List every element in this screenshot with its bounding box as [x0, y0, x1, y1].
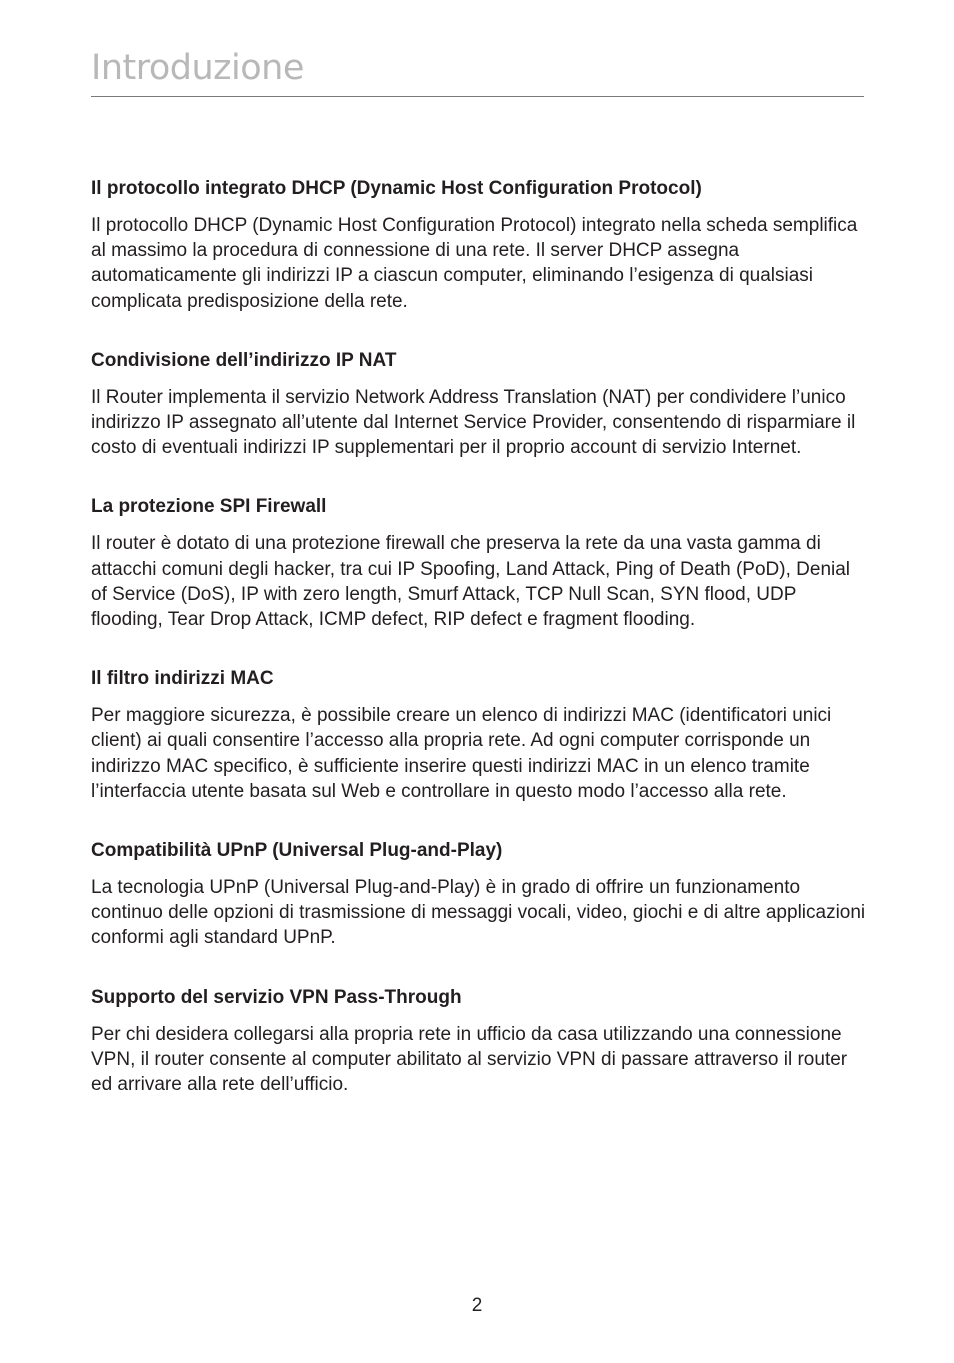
section-heading: La protezione SPI Firewall	[91, 496, 327, 518]
page-number: 2	[471, 1295, 483, 1316]
section-upnp	[91, 838, 866, 951]
section-heading: Compatibilità UPnP (Universal Plug-and-Play)	[91, 840, 503, 862]
section-heading: Supporto del servizio VPN Pass-Through	[91, 986, 462, 1008]
section-nat	[91, 348, 866, 461]
section-body: Per chi desidera collegarsi alla propria rete in ufficio da casa utilizzando una connessione VPN, il router consente al computer abilitato al servizio VPN di passare attraverso il router ed arrivare alla rete dell’ufficio.	[91, 1023, 848, 1096]
section-body: Il Router implementa il servizio Network Address Translation (NAT) per condividere l’unico indirizzo IP assegnato all’utente dal Internet Service Provider, consentendo di risparmiare il costo di eventuali indirizzi IP supplementari per il proprio account di servizio Internet.	[91, 386, 856, 459]
section-mac-filter	[91, 666, 866, 804]
section-body: Il router è dotato di una protezione firewall che preserva la rete da una vasta gamma di attacchi comuni degli hacker, tra cui IP Spoofing, Land Attack, Ping of Death (PoD), Denial of Service (DoS), IP with zero length, Smurf Attack, TCP Null Scan, SYN flood, UDP flooding, Tear Drop Attack, ICMP defect, RIP defect e fragment flooding.	[91, 533, 851, 631]
section-firewall	[91, 494, 866, 632]
page-title: Introduzione	[91, 48, 304, 88]
section-heading: Condivisione dell’indirizzo IP NAT	[91, 349, 397, 371]
section-heading: Il filtro indirizzi MAC	[91, 668, 274, 690]
section-dhcp	[91, 176, 866, 314]
title-divider	[91, 96, 864, 97]
section-body: Per maggiore sicurezza, è possibile creare un elenco di indirizzi MAC (identificatori unici client) ai quali consentire l’accesso alla propria rete. Ad ogni computer corrisponde un indirizzo MAC specifico, è sufficiente inserire questi indirizzi MAC in un elenco tramite l’interfaccia utente basata sul Web e controllare in questo modo l’accesso alla rete.	[91, 705, 832, 802]
section-body: La tecnologia UPnP (Universal Plug-and-Play) è in grado di offrire un funzionamento continuo delle opzioni di trasmissione di messaggi vocali, video, giochi e di altre applicazioni conformi agli standard UPnP.	[91, 877, 866, 949]
document-content	[91, 176, 866, 1131]
section-vpn	[91, 985, 866, 1098]
section-heading: Il protocollo integrato DHCP (Dynamic Host Configuration Protocol)	[91, 178, 702, 199]
section-body: Il protocollo DHCP (Dynamic Host Configuration Protocol) integrato nella scheda semplifica al massimo la procedura di connessione di una rete. Il server DHCP assegna automaticamente gli indirizzi IP a ciascun computer, eliminando l’esigenza di qualsiasi complicata predisposizione della rete.	[91, 215, 858, 312]
